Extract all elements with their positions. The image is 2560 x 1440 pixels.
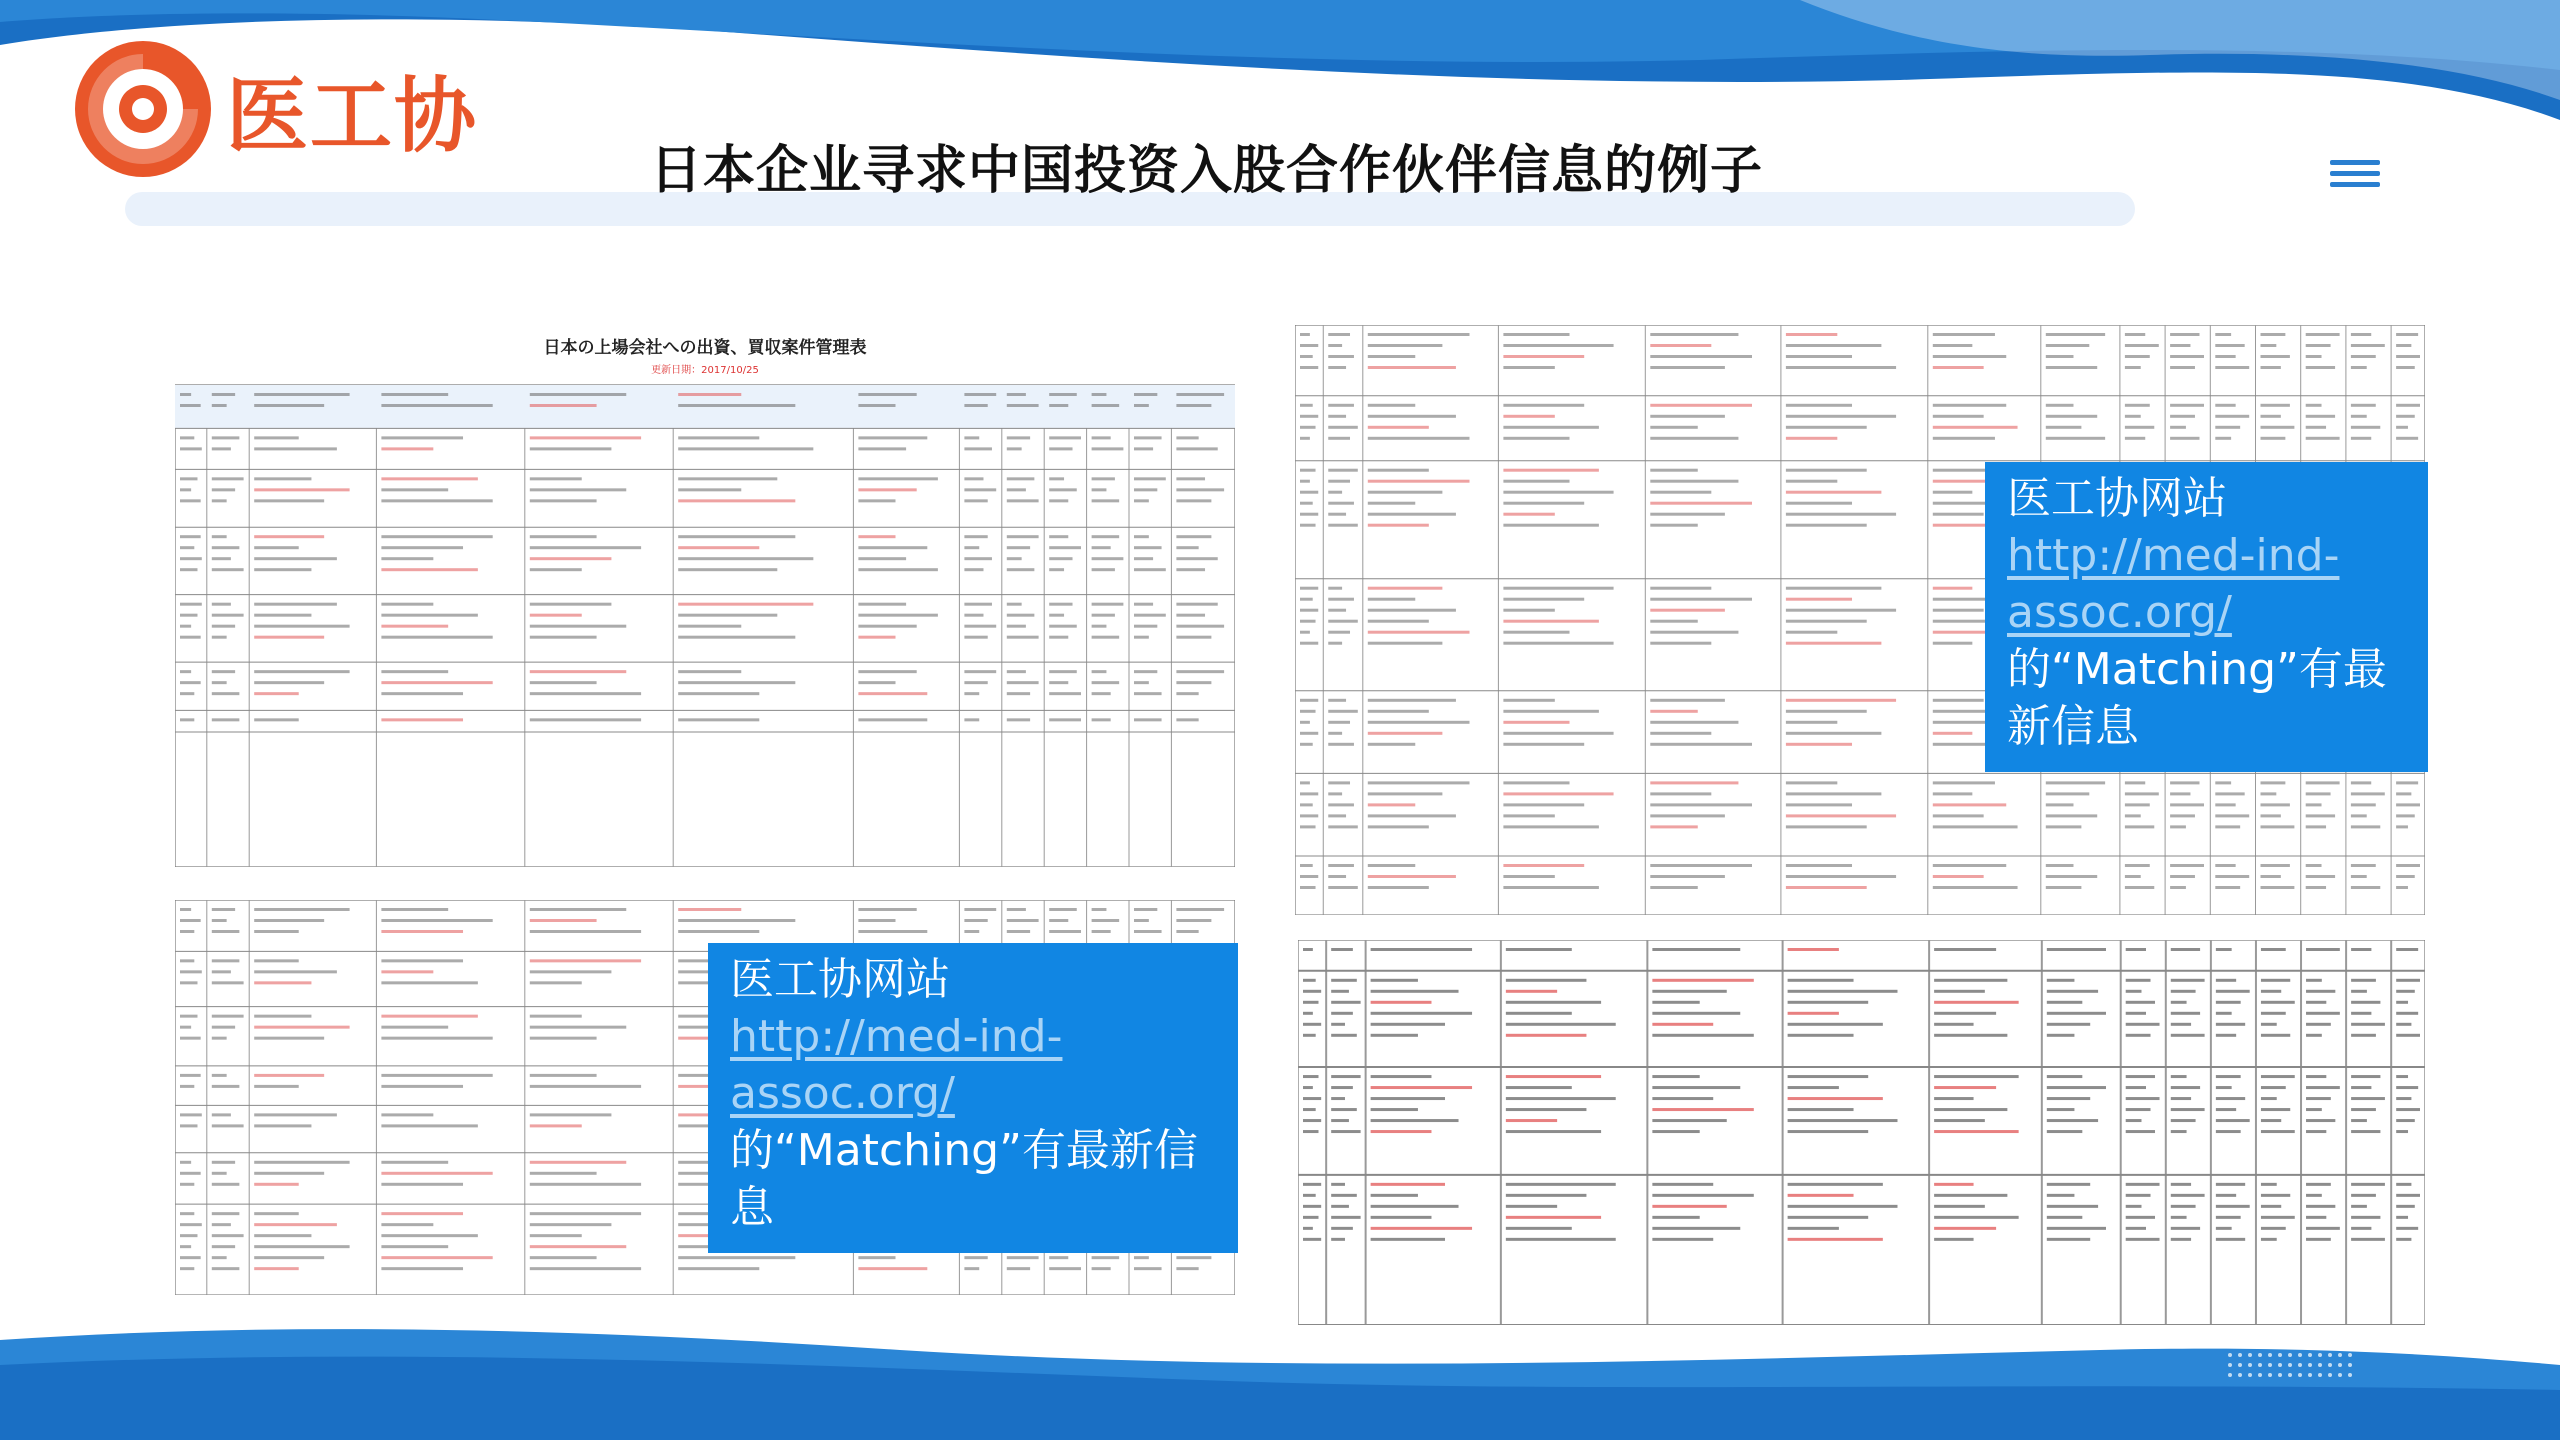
logo-mark-icon [68, 34, 218, 184]
brand-name: 医工协 [226, 68, 479, 164]
spreadsheet-image-1 [175, 315, 1235, 867]
brand-logo[interactable] [68, 34, 478, 184]
spreadsheet-date: 更新日期：2017/10/25 [651, 365, 759, 376]
callout-heading: 医工协网站 [730, 954, 950, 1005]
spreadsheet-title: 日本の上場会社への出資、買収案件管理表 [543, 338, 867, 358]
website-link[interactable]: http://med-ind-assoc.org/ [730, 1011, 1063, 1119]
callout-heading: 医工协网站 [2007, 473, 2227, 524]
website-callout-right [1985, 462, 2428, 772]
hamburger-menu-icon[interactable] [2330, 160, 2380, 190]
website-link[interactable]: http://med-ind-assoc.org/ [2007, 530, 2340, 638]
spreadsheet-grid [1298, 940, 2425, 1325]
decorative-dots [2225, 1330, 2355, 1380]
website-callout-left [708, 943, 1238, 1253]
page-title: 日本企业寻求中国投资入股合作伙伴信息的例子 [650, 141, 1764, 201]
footer-wave-background [0, 1310, 2560, 1440]
callout-text: 的“Matching”有最新信息 [730, 1125, 1198, 1233]
spreadsheet-image-4 [1298, 940, 2425, 1325]
callout-text: 的“Matching”有最新信息 [2007, 644, 2387, 752]
spreadsheet-grid [175, 315, 1235, 867]
